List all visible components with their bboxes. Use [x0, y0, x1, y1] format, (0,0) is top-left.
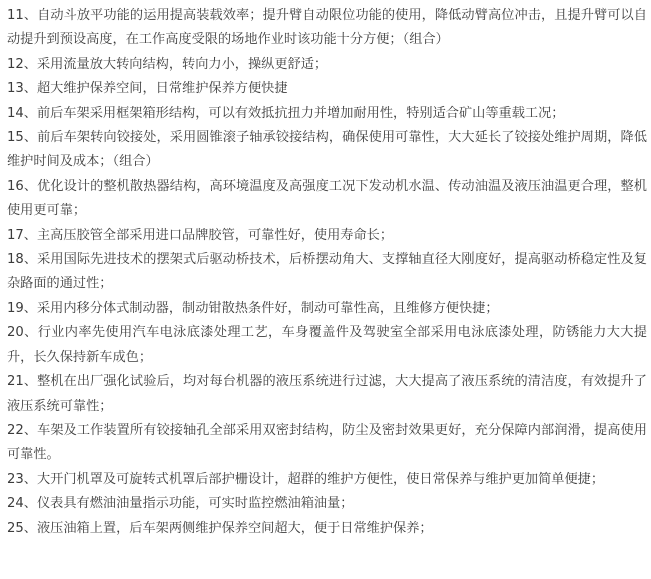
list-item-17: 17、主高压胶管全部采用进口品牌胶管，可靠性好，使用寿命长；: [7, 227, 394, 243]
list-item-22: 22、车架及工作装置所有铰接轴孔全部采用双密封结构，防尘及密封效果更好，充分保障内部润滑，提高使用可靠性。: [7, 422, 647, 463]
list-item-25: 25、液压油箱上置，后车架两侧维护保养空间超大，便于日常维护保养；: [7, 520, 433, 536]
list-item-24: 24、仪表具有燃油油量指示功能，可实时监控燃油箱油量；: [7, 496, 354, 512]
list-item-14: 14、前后车架采用框架箱形结构，可以有效抵抗扭力并增加耐用性，特别适合矿山等重载工况；: [7, 105, 565, 121]
list-item-18: 18、采用国际先进技术的摆架式后驱动桥技术，后桥摆动角大、支撑轴直径大刚度好，提高驱动桥稳定性及复杂路面的通过性；: [7, 252, 647, 292]
list-item-15: 15、前后车架转向铰接处，采用圆锥滚子轴承铰接结构，确保使用可靠性，大大延长了铰接处维护周期，降低维护时间及成本；（组合）: [7, 130, 647, 170]
list-item-20: 20、行业内率先使用汽车电泳底漆处理工艺，车身覆盖件及驾驶室全部采用电泳底漆处理，防锈能力大大提升，长久保持新车成色；: [7, 325, 647, 365]
feature-list: [7, 4, 647, 541]
list-item-12: 12、采用流量放大转向结构，转向力小，操纵更舒适；: [7, 56, 328, 72]
list-item-21: 21、整机在出厂强化试验后，均对每台机器的液压系统进行过滤，大大提高了液压系统的清洁度，有效提升了液压系统可靠性；: [7, 374, 647, 414]
list-item-13: 13、超大维护保养空间，日常维护保养方便快捷: [7, 81, 288, 97]
list-item-19: 19、采用内移分体式制动器，制动钳散热条件好，制动可靠性高，且维修方便快捷；: [7, 300, 499, 316]
list-item-11: 11、自动斗放平功能的运用提高装载效率；提升臂自动限位功能的使用，降低动臂高位冲击，且提升臂可以自动提升到预设高度，在工作高度受限的场地作业时该功能十分方便；（组合）: [7, 8, 647, 48]
list-item-16: 16、优化设计的整机散热器结构，高环境温度及高强度工况下发动机水温、传动油温及液压油温更合理，整机使用更可靠；: [7, 178, 647, 219]
list-item-23: 23、大开门机罩及可旋转式机罩后部护栅设计，超群的维护方便性，使日常保养与维护更加简单便捷；: [7, 471, 605, 487]
